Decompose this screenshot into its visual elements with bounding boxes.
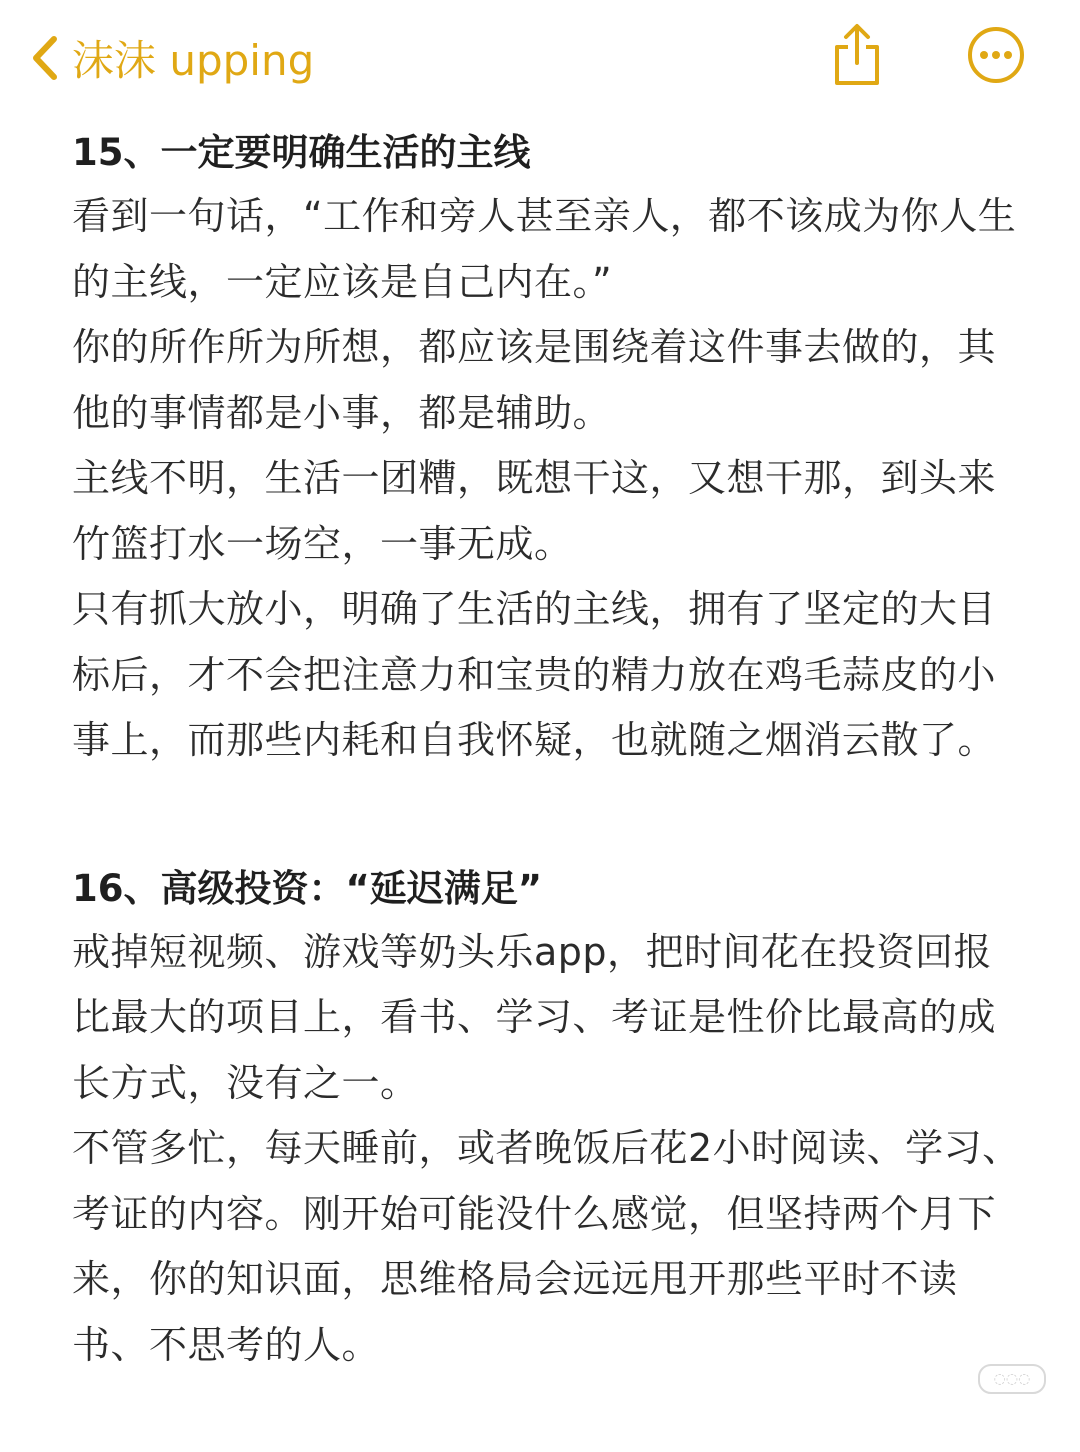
section-heading: 15、一定要明确生活的主线 [72, 131, 531, 174]
paragraph: 不管多忙，每天睡前，或者晚饭后花2小时阅读、学习、考证的内容。刚开始可能没什么感觉，但坚持两个月下来，你的知识面，思维格局会远远甩开那些平时不读书、不思考的人。 [72, 1126, 1021, 1367]
more-button[interactable] [961, 22, 1031, 92]
paragraph: 主线不明，生活一团糟，既想干这，又想干那，到头来竹篮打水一场空，一事无成。 [72, 456, 997, 566]
note-section-16 [72, 858, 1022, 1379]
blank-line [72, 774, 1022, 858]
paragraph: 戒掉短视频、游戏等奶头乐app，把时间花在投资回报比最大的项目上，看书、学习、考证是性价比最高的成长方式，没有之一。 [72, 929, 997, 1105]
section-heading: 16、高级投资：“延迟满足” [72, 866, 543, 910]
note-section-15 [72, 122, 1022, 774]
paragraph: 你的所作所为所想，都应该是围绕着这件事去做的，其他的事情都是小事，都是辅助。 [72, 325, 997, 435]
chevron-left-icon [28, 33, 62, 83]
watermark-logo: ◌◌◌ [978, 1364, 1046, 1394]
note-body[interactable] [72, 122, 1022, 1378]
navigation-bar [0, 0, 1080, 110]
share-icon [829, 23, 885, 91]
paragraph: 看到一句话，“工作和旁人甚至亲人，都不该成为你人生的主线，一定应该是自己内在。” [72, 194, 1017, 304]
more-icon [966, 25, 1026, 89]
share-button[interactable] [822, 22, 892, 92]
back-button[interactable] [28, 28, 314, 88]
paragraph: 只有抓大放小，明确了生活的主线，拥有了坚定的大目标后，才不会把注意力和宝贵的精力放在鸡毛蒜皮的小事上，而那些内耗和自我怀疑，也就随之烟消云散了。 [72, 587, 997, 762]
back-label: 沫沫 upping [72, 36, 315, 85]
